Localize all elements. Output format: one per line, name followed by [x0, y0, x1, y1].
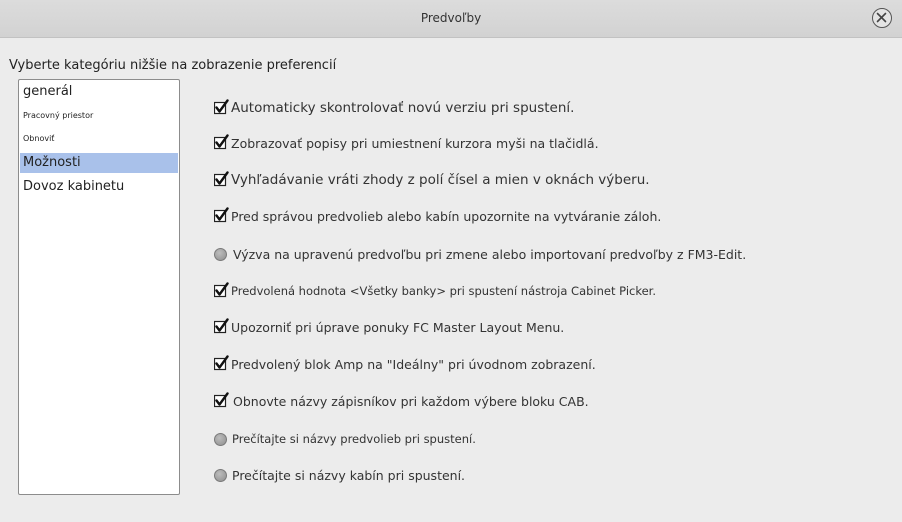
checkbox-checked-icon[interactable]	[214, 101, 228, 115]
close-button[interactable]	[872, 8, 892, 28]
option-label: Zobrazovať popisy pri umiestnení kurzora myši na tlačidlá.	[231, 135, 599, 151]
radio-unchecked-icon[interactable]	[214, 469, 227, 482]
checkbox-checked-icon[interactable]	[214, 284, 228, 298]
checkbox-checked-icon[interactable]	[214, 320, 228, 334]
option-default-all-banks[interactable]	[214, 281, 656, 301]
option-label: Upozorniť pri úprave ponuky FC Master Layout Menu.	[231, 319, 565, 335]
checkbox-checked-icon[interactable]	[214, 209, 228, 223]
option-backup-warning[interactable]	[214, 206, 661, 226]
option-label: Prečítajte si názvy predvolieb pri spustení.	[232, 432, 476, 446]
option-fc-layout-warning[interactable]	[214, 317, 564, 337]
category-restore[interactable]: Obnoviť	[23, 134, 55, 143]
option-show-tooltips[interactable]	[214, 133, 599, 153]
option-label: Predvolená hodnota <Všetky banky> pri spustení nástroja Cabinet Picker.	[231, 284, 656, 298]
option-label: Výzva na upravenú predvoľbu pri zmene alebo importovaní predvoľby z FM3-Edit.	[233, 246, 747, 262]
option-label: Automaticky skontrolovať novú verziu pri spustení.	[231, 100, 575, 116]
option-label: Prečítajte si názvy kabín pri spustení.	[232, 467, 466, 483]
radio-unchecked-icon[interactable]	[214, 248, 227, 261]
instruction-text: Vyberte kategóriu nižšie na zobrazenie preferencií	[9, 58, 337, 73]
checkbox-checked-icon[interactable]	[214, 357, 228, 371]
category-options[interactable]: Možnosti	[20, 153, 178, 173]
radio-unchecked-icon[interactable]	[214, 433, 227, 446]
close-icon	[876, 12, 887, 23]
category-cabinet-import[interactable]: Dovoz kabinetu	[23, 179, 125, 194]
window-title: Predvoľby	[420, 11, 482, 25]
option-label: Predvolený blok Amp na "Ideálny" pri úvodnom zobrazení.	[231, 356, 596, 372]
checkbox-checked-icon[interactable]	[214, 394, 228, 408]
checkbox-checked-icon[interactable]	[214, 136, 228, 150]
option-label: Obnovte názvy zápisníkov pri každom výbere bloku CAB.	[233, 393, 589, 409]
option-search-matches[interactable]	[214, 170, 650, 190]
option-read-cab-names[interactable]	[214, 465, 465, 485]
category-list[interactable]	[18, 79, 180, 495]
option-check-new-version[interactable]	[214, 98, 574, 118]
option-label: Vyhľadávanie vráti zhody z polí čísel a mien v oknách výberu.	[231, 172, 650, 188]
category-workspace[interactable]: Pracovný priestor	[23, 111, 94, 120]
option-label: Pred správou predvolieb alebo kabín upozornite na vytváranie záloh.	[231, 208, 662, 224]
option-read-preset-names[interactable]	[214, 429, 476, 449]
option-refresh-scratchpad[interactable]	[214, 391, 589, 411]
option-default-amp-ideal[interactable]	[214, 354, 596, 374]
option-prompt-modified-preset[interactable]	[214, 244, 746, 264]
checkbox-checked-icon[interactable]	[214, 173, 228, 187]
title-bar	[0, 0, 902, 38]
category-general[interactable]: generál	[23, 84, 73, 99]
